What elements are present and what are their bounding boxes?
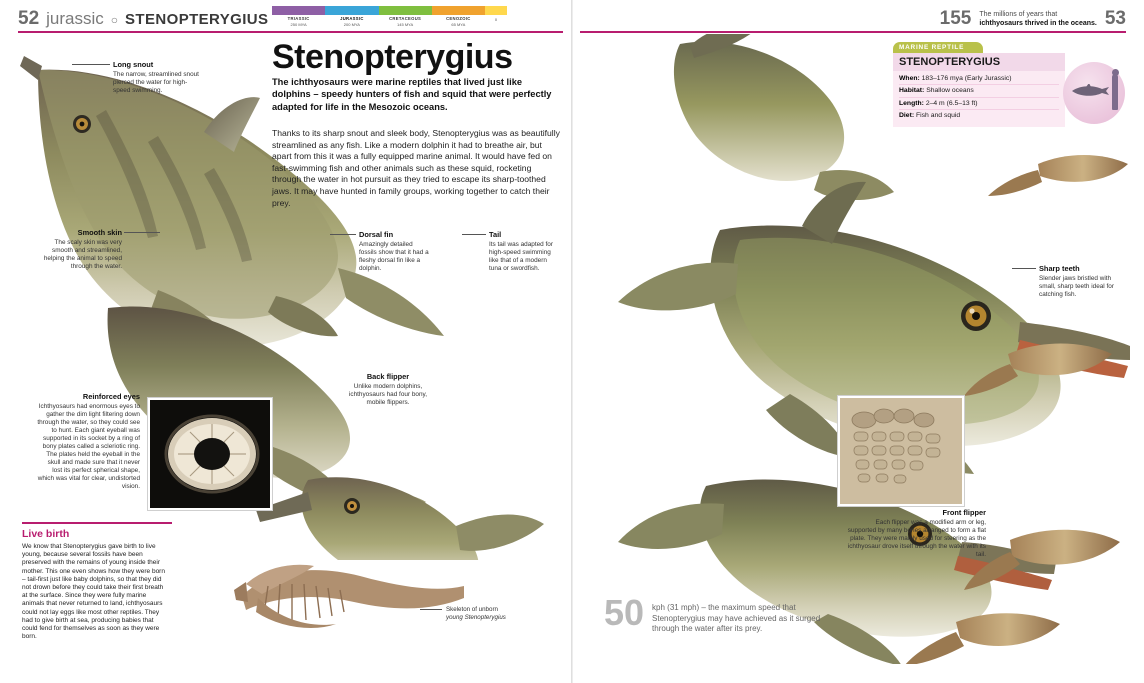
callout-text: Amazingly detailed fossils show that it had a fleshy dorsal fin like a dolphin. — [359, 241, 429, 272]
speed-stat — [604, 592, 842, 635]
skeleton-caption-line2: young Stenopterygius — [446, 613, 506, 621]
leader-line — [124, 232, 160, 233]
fact-box-kicker: MARINE REPTILE — [893, 42, 983, 53]
geologic-timeline — [272, 6, 507, 28]
fact-row-when — [899, 73, 1059, 85]
callout-text: Each flipper was a modified arm or leg, supported by many bones arranged to form a flat plate. They were mainly used for steering as the ichthyosaur drove itself through the water with its tail. — [847, 519, 986, 558]
leader-line — [72, 64, 110, 65]
skeleton-caption — [446, 606, 530, 621]
unborn-young-skeleton-illustration — [228, 540, 468, 650]
stat-text: kph (31 mph) – the maximum speed that Stenopterygius may have achieved as it surged through the water after its prey. — [652, 603, 821, 633]
standfirst: The ichthyosaurs were marine reptiles that lived just like dolphins – speedy hunters of fish and squid that were perfectly adapted for life in the Mesozoic oceans. — [272, 77, 552, 112]
left-page-header — [18, 8, 268, 30]
callout-dorsal-fin — [359, 230, 431, 273]
right-folio-caption-line2: ichthyosaurs thrived in the oceans. — [979, 20, 1097, 27]
skeleton-caption-line1: Skeleton of unborn — [446, 606, 498, 613]
right-page-illustration — [590, 34, 1135, 664]
live-birth-panel — [22, 528, 170, 641]
timeline-name: TRIASSIC — [287, 16, 310, 21]
callout-title: Front flipper — [942, 508, 986, 517]
timeline-date: 250 MYA — [290, 22, 307, 27]
leader-line — [462, 234, 486, 235]
callout-front-flipper — [846, 508, 986, 559]
callout-title: Dorsal fin — [359, 230, 394, 239]
right-folio-caption — [979, 10, 1096, 28]
timeline-name: CENOZOIC — [446, 16, 471, 21]
left-folio: 52 — [18, 8, 40, 29]
timeline-segment-triassic — [272, 6, 325, 28]
timeline-segment-jurassic — [325, 6, 378, 28]
leader-line — [1012, 268, 1036, 269]
timeline-segment-cenozoic — [432, 6, 485, 28]
header-topic: STENOPTERYGIUS — [125, 11, 269, 28]
timeline-bar — [272, 6, 325, 15]
timeline-date: 200 MYA — [343, 22, 360, 27]
callout-text: The scaly skin was very smooth and streamlined, helping the animal to speed through the water. — [43, 239, 122, 270]
live-birth-title: Live birth — [22, 528, 70, 540]
fact-label: Diet: — [899, 112, 915, 120]
right-page-header — [940, 8, 1126, 30]
fact-value: 183–176 mya (Early Jurassic) — [921, 75, 1012, 82]
fact-box — [893, 42, 1065, 127]
flipper-bones-image — [840, 398, 962, 504]
fact-box-title: STENOPTERYGIUS — [893, 53, 1065, 71]
stat-number: 50 — [604, 592, 645, 633]
callout-back-flipper — [342, 372, 434, 407]
timeline-name: JURASSIC — [340, 16, 364, 21]
callout-sharp-teeth — [1039, 264, 1117, 299]
live-birth-text: We know that Stenopterygius gave birth to live young, because several fossils have been preserved with the remains of young inside their mother. This one even shows how they were born – tail-first just like baby dolphins, so that they did not drown before they could take their first breath at the surface. Since they were fully marine animals that never returned to land, ichthyosaurs could not lay eggs like most other reptiles. They had to give birth at sea, producing babies that could fend for themselves as soon as they were born. — [22, 543, 165, 641]
timeline-date: 65 MYA — [451, 22, 466, 27]
ichthyosaur-scale-icon — [1070, 84, 1110, 98]
fact-value: 2–4 m (6.5–13 ft) — [925, 99, 978, 107]
sclerotic-ring-fossil-image — [150, 400, 270, 508]
fact-label: When: — [899, 75, 920, 82]
left-header-rule — [18, 31, 563, 33]
fact-label: Length: — [899, 99, 924, 107]
callout-title: Long snout — [113, 60, 154, 69]
sclerotic-ring-photo — [148, 398, 272, 510]
right-header-rule — [580, 31, 1126, 33]
callout-title: Sharp teeth — [1039, 264, 1080, 273]
timeline-date: 0 — [494, 17, 498, 22]
right-folio: 53 — [1104, 8, 1126, 29]
timeline-segment-present — [485, 6, 507, 28]
timeline-name: CRETACEOUS — [389, 16, 422, 21]
timeline-bar — [325, 6, 378, 15]
timeline-segment-cretaceous — [379, 6, 432, 28]
squid-top — [988, 155, 1128, 196]
timeline-date: 145 MYA — [397, 22, 414, 27]
fact-row-habitat — [899, 85, 1059, 97]
callout-title: Smooth skin — [77, 228, 122, 237]
callout-title: Back flipper — [366, 372, 410, 381]
callout-text: Its tail was adapted for high-speed swimming like that of a modern tuna or swordfish. — [489, 241, 553, 272]
callout-title: Tail — [489, 230, 502, 239]
timeline-bar — [485, 6, 507, 15]
right-folio-stat: 155 — [939, 8, 972, 29]
header-separator-icon: ○ — [110, 13, 119, 27]
fact-row-diet — [899, 110, 1059, 121]
fact-label: Habitat: — [899, 87, 925, 95]
era-label: jurassic — [46, 9, 104, 28]
timeline-bar — [379, 6, 432, 15]
callout-tail — [489, 230, 553, 273]
callout-smooth-skin — [38, 228, 122, 271]
timeline-bar — [432, 6, 485, 15]
callout-text: Slender jaws bristled with small, sharp teeth ideal for catching fish. — [1039, 275, 1114, 298]
callout-text: The narrow, streamlined snout pierced the water for high-speed swimming. — [113, 71, 199, 94]
callout-text: Unlike modern dolphins, ichthyosaurs had four bony, mobile flippers. — [348, 383, 428, 406]
page-title: Stenopterygius — [272, 38, 513, 76]
callout-long-snout — [113, 60, 201, 95]
front-flipper-fossil-photo — [838, 396, 964, 506]
fact-row-length — [899, 98, 1059, 110]
live-birth-rule — [22, 522, 172, 524]
callout-text: Ichthyosaurs had enormous eyes to gather the dim light filtering down through the water, so they could see to hunt. Each giant eyeball was supported in its socket by a ring of bony plates called a scleriotic ring. The plates held the eyeball in the skull and made sure that it never lost its perfect spherical shape, which was vital for clear, undistorted vision. — [37, 403, 140, 490]
right-folio-caption-line1: The millions of years that — [979, 11, 1058, 18]
leader-line — [420, 609, 442, 610]
callout-reinforced-eyes — [36, 392, 140, 491]
body-text: Thanks to its sharp snout and sleek body, Stenopterygius was as beautifully streamlined as any fish. Like a modern dolphin it had to breathe air, but apart from this it was a fully equipped marine animal. It would have fed on fast-swimming fish and other animals such as these squid, rocketing through the water in hot pursuit as they tried to escape its sharp-toothed jaws. It may have hunted in family groups, working together to catch their prey. — [272, 128, 560, 208]
fact-box-rows — [893, 71, 1065, 127]
leader-line — [330, 234, 356, 235]
fact-value: Fish and squid — [916, 112, 961, 120]
page-spine — [571, 0, 573, 683]
fact-value: Shallow oceans — [926, 87, 974, 95]
human-scale-icon — [1112, 74, 1118, 110]
callout-title: Reinforced eyes — [82, 392, 140, 401]
